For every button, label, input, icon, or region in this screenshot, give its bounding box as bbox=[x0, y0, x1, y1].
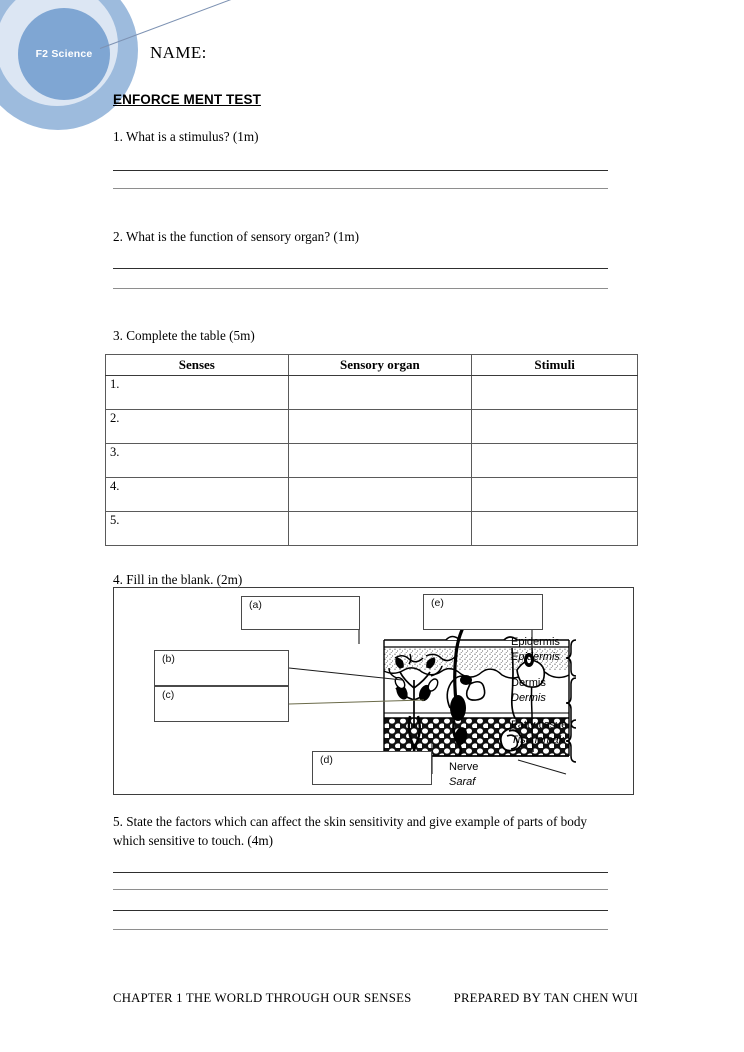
answer-line[interactable] bbox=[113, 268, 608, 269]
label-dermis-en: Dermis bbox=[511, 677, 546, 689]
cell-stimuli[interactable] bbox=[472, 478, 638, 512]
cell-stimuli[interactable] bbox=[472, 376, 638, 410]
blank-box-b[interactable]: (b) bbox=[154, 650, 289, 686]
question-4-text: 4. Fill in the blank. (2m) bbox=[113, 572, 243, 587]
label-fatty-tissue-en: Fatty tissue bbox=[511, 719, 568, 731]
label-dermis-ms: Dermis bbox=[511, 692, 546, 704]
cell-senses[interactable]: 1. bbox=[106, 376, 289, 410]
cell-stimuli[interactable] bbox=[472, 444, 638, 478]
column-header-senses: Senses bbox=[106, 355, 289, 376]
blank-box-a[interactable]: (a) bbox=[241, 596, 360, 630]
cell-sensory-organ[interactable] bbox=[288, 410, 472, 444]
table-row bbox=[106, 512, 638, 546]
cell-sensory-organ[interactable] bbox=[288, 444, 472, 478]
f2-science-logo bbox=[0, 0, 138, 130]
table-header-row bbox=[106, 355, 638, 376]
answer-line[interactable] bbox=[113, 910, 608, 911]
question-3-text: 3. Complete the table (5m) bbox=[113, 328, 255, 343]
table-row bbox=[106, 410, 638, 444]
cell-senses[interactable]: 5. bbox=[106, 512, 289, 546]
cell-stimuli[interactable] bbox=[472, 512, 638, 546]
answer-line[interactable] bbox=[113, 929, 608, 930]
cell-sensory-organ[interactable] bbox=[288, 478, 472, 512]
answer-line[interactable] bbox=[113, 872, 608, 873]
cell-sensory-organ[interactable] bbox=[288, 376, 472, 410]
footer-author: PREPARED BY TAN CHEN WUI bbox=[453, 991, 638, 1005]
answer-line[interactable] bbox=[113, 288, 608, 289]
cell-stimuli[interactable] bbox=[472, 410, 638, 444]
skin-cross-section-diagram bbox=[113, 587, 634, 795]
senses-table bbox=[105, 354, 638, 546]
label-nerve-en: Nerve bbox=[449, 761, 479, 773]
question-2-text: 2. What is the function of sensory organ? (1m) bbox=[113, 229, 359, 244]
label-nerve-ms: Saraf bbox=[449, 776, 476, 788]
label-fatty-tissue-ms: Tisu lemak bbox=[511, 734, 565, 746]
page-footer bbox=[113, 991, 638, 1006]
blank-box-c[interactable]: (c) bbox=[154, 686, 289, 722]
page-title: ENFORCE MENT TEST bbox=[113, 92, 261, 107]
blank-box-d[interactable]: (d) bbox=[312, 751, 432, 785]
question-1-text: 1. What is a stimulus? (1m) bbox=[113, 129, 259, 144]
name-label: NAME: bbox=[150, 43, 207, 62]
blank-box-e[interactable]: (e) bbox=[423, 594, 543, 630]
footer-chapter: CHAPTER 1 THE WORLD THROUGH OUR SENSES bbox=[113, 991, 412, 1005]
cell-senses[interactable]: 4. bbox=[106, 478, 289, 512]
table-row bbox=[106, 478, 638, 512]
cell-senses[interactable]: 3. bbox=[106, 444, 289, 478]
answer-line[interactable] bbox=[113, 170, 608, 171]
question-5-text: 5. State the factors which can affect the skin sensitivity and give example of parts of body which sensitive to touch. (4m) bbox=[113, 814, 588, 848]
column-header-stimuli: Stimuli bbox=[472, 355, 638, 376]
cell-senses[interactable]: 2. bbox=[106, 410, 289, 444]
cell-sensory-organ[interactable] bbox=[288, 512, 472, 546]
column-header-sensory-organ: Sensory organ bbox=[288, 355, 472, 376]
answer-line[interactable] bbox=[113, 188, 608, 189]
table-row bbox=[106, 376, 638, 410]
label-epidermis-en: Epidermis bbox=[511, 636, 560, 648]
answer-line[interactable] bbox=[113, 889, 608, 890]
logo-label: F2 Science bbox=[35, 48, 93, 60]
table-row bbox=[106, 444, 638, 478]
label-epidermis-ms: Epidermis bbox=[511, 651, 560, 663]
